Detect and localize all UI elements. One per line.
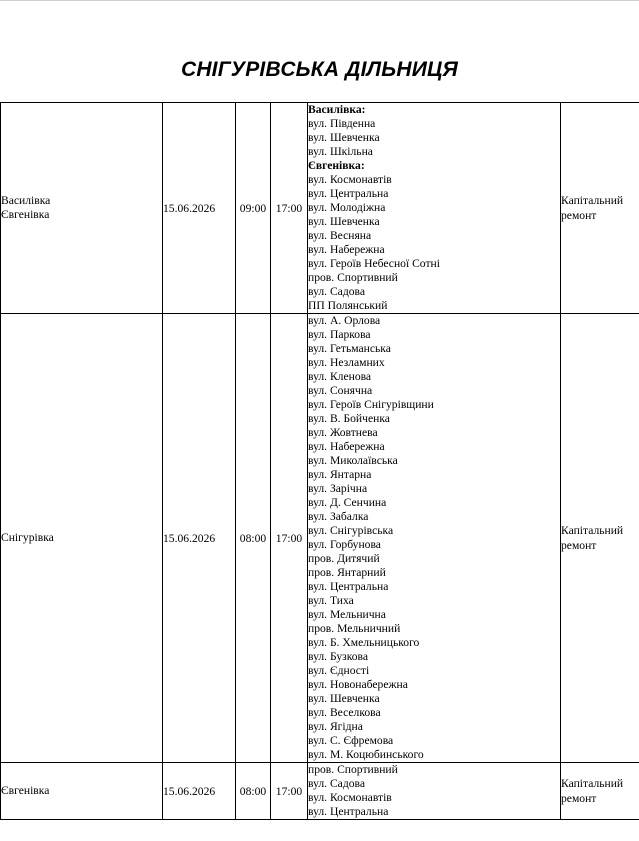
street-item: вул. С. Єфремова [308,734,394,747]
street-item: вул. Молодіжна [308,201,386,214]
settlement-name: Василівка [1,194,51,207]
street-item: вул. Набережна [308,243,385,256]
settlement-name: Снігурівка [1,531,54,544]
street-item: ПП Полянський [308,299,388,312]
start-time-cell: 08:00 [236,763,271,820]
end-time-cell: 17:00 [271,314,308,763]
date-cell: 15.06.2026 [163,314,236,763]
start-time-cell: 08:00 [236,314,271,763]
settlement-heading: Євгенівка: [308,159,365,172]
street-item: пров. Спортивний [308,271,398,284]
street-item: вул. Гетьманська [308,342,391,355]
street-item: вул. Героїв Небесної Сотні [308,257,440,270]
page-title: СНІГУРІВСЬКА ДІЛЬНИЦЯ [180,58,459,81]
work-type-cell [561,763,639,820]
street-item: пров. Спортивний [308,763,398,776]
street-item: вул. Шевченка [308,215,380,228]
start-time-cell: 09:00 [236,103,271,314]
street-item: вул. Весняна [308,229,372,242]
street-item: вул. Шкільна [308,145,373,158]
table-row [1,763,639,820]
street-item: вул. Кленова [308,370,372,383]
work-type-cell [561,103,639,314]
street-item: вул. Ягідна [308,720,363,733]
work-type-text: Капітальний [561,194,624,207]
street-item: вул. Б. Хмельницького [308,636,420,649]
street-item: вул. Садова [308,777,365,790]
street-item: вул. Веселкова [308,706,381,719]
settlement-cell [1,103,163,314]
streets-cell [308,103,561,314]
street-item: вул. Центральна [308,187,389,200]
end-time-cell: 17:00 [271,763,308,820]
streets-cell [308,763,561,820]
date-cell: 15.06.2026 [163,103,236,314]
street-item: вул. Д. Сенчина [308,496,387,509]
street-item: вул. Миколаївська [308,454,398,467]
table-row [1,314,639,763]
street-item: вул. Забалка [308,510,369,523]
settlement-cell [1,314,163,763]
street-item: вул. Жовтнева [308,426,378,439]
street-item: вул. Мельнична [308,608,386,621]
street-item: вул. Космонавтів [308,791,392,804]
street-item: вул. Бузкова [308,650,369,663]
street-item: пров. Мельничний [308,622,401,635]
settlement-heading: Василівка: [308,103,366,116]
street-item: вул. Сонячна [308,384,373,397]
street-item: вул. Єдності [308,664,370,677]
work-type-text: Капітальний [561,524,624,537]
street-item: вул. Південна [308,117,376,130]
table-row [1,103,639,314]
work-type-text: ремонт [561,209,597,222]
street-item: вул. Шевченка [308,692,380,705]
top-border-line [0,0,639,1]
street-item: вул. Тиха [308,594,354,607]
settlement-name: Євгенівка [1,784,50,797]
street-item: вул. Центральна [308,805,389,818]
street-item: вул. Зарічна [308,482,368,495]
street-item: вул. Садова [308,285,365,298]
work-type-text: ремонт [561,539,597,552]
street-item: пров. Янтарний [308,566,386,579]
street-item: вул. Новонабережна [308,678,408,691]
street-item: вул. Космонавтів [308,173,392,186]
street-item: вул. Снігурівська [308,524,394,537]
end-time-cell: 17:00 [271,103,308,314]
street-item: вул. Шевченка [308,131,380,144]
street-item: вул. В. Бойченка [308,412,390,425]
outage-schedule-table [0,102,639,820]
date-cell: 15.06.2026 [163,763,236,820]
street-item: вул. Центральна [308,580,389,593]
settlement-name: Євгенівка [1,208,50,221]
street-item: пров. Дитячий [308,552,380,565]
settlement-cell [1,763,163,820]
street-item: вул. М. Коцюбинського [308,748,424,761]
streets-cell [308,314,561,763]
street-item: вул. Горбунова [308,538,381,551]
street-item: вул. Набережна [308,440,385,453]
street-item: вул. Янтарна [308,468,372,481]
work-type-cell [561,314,639,763]
street-item: вул. Паркова [308,328,371,341]
work-type-text: Капітальний [561,777,624,790]
street-item: вул. А. Орлова [308,314,381,327]
street-item: вул. Незламних [308,356,385,369]
work-type-text: ремонт [561,792,597,805]
street-item: вул. Героїв Снігурівщини [308,398,434,411]
